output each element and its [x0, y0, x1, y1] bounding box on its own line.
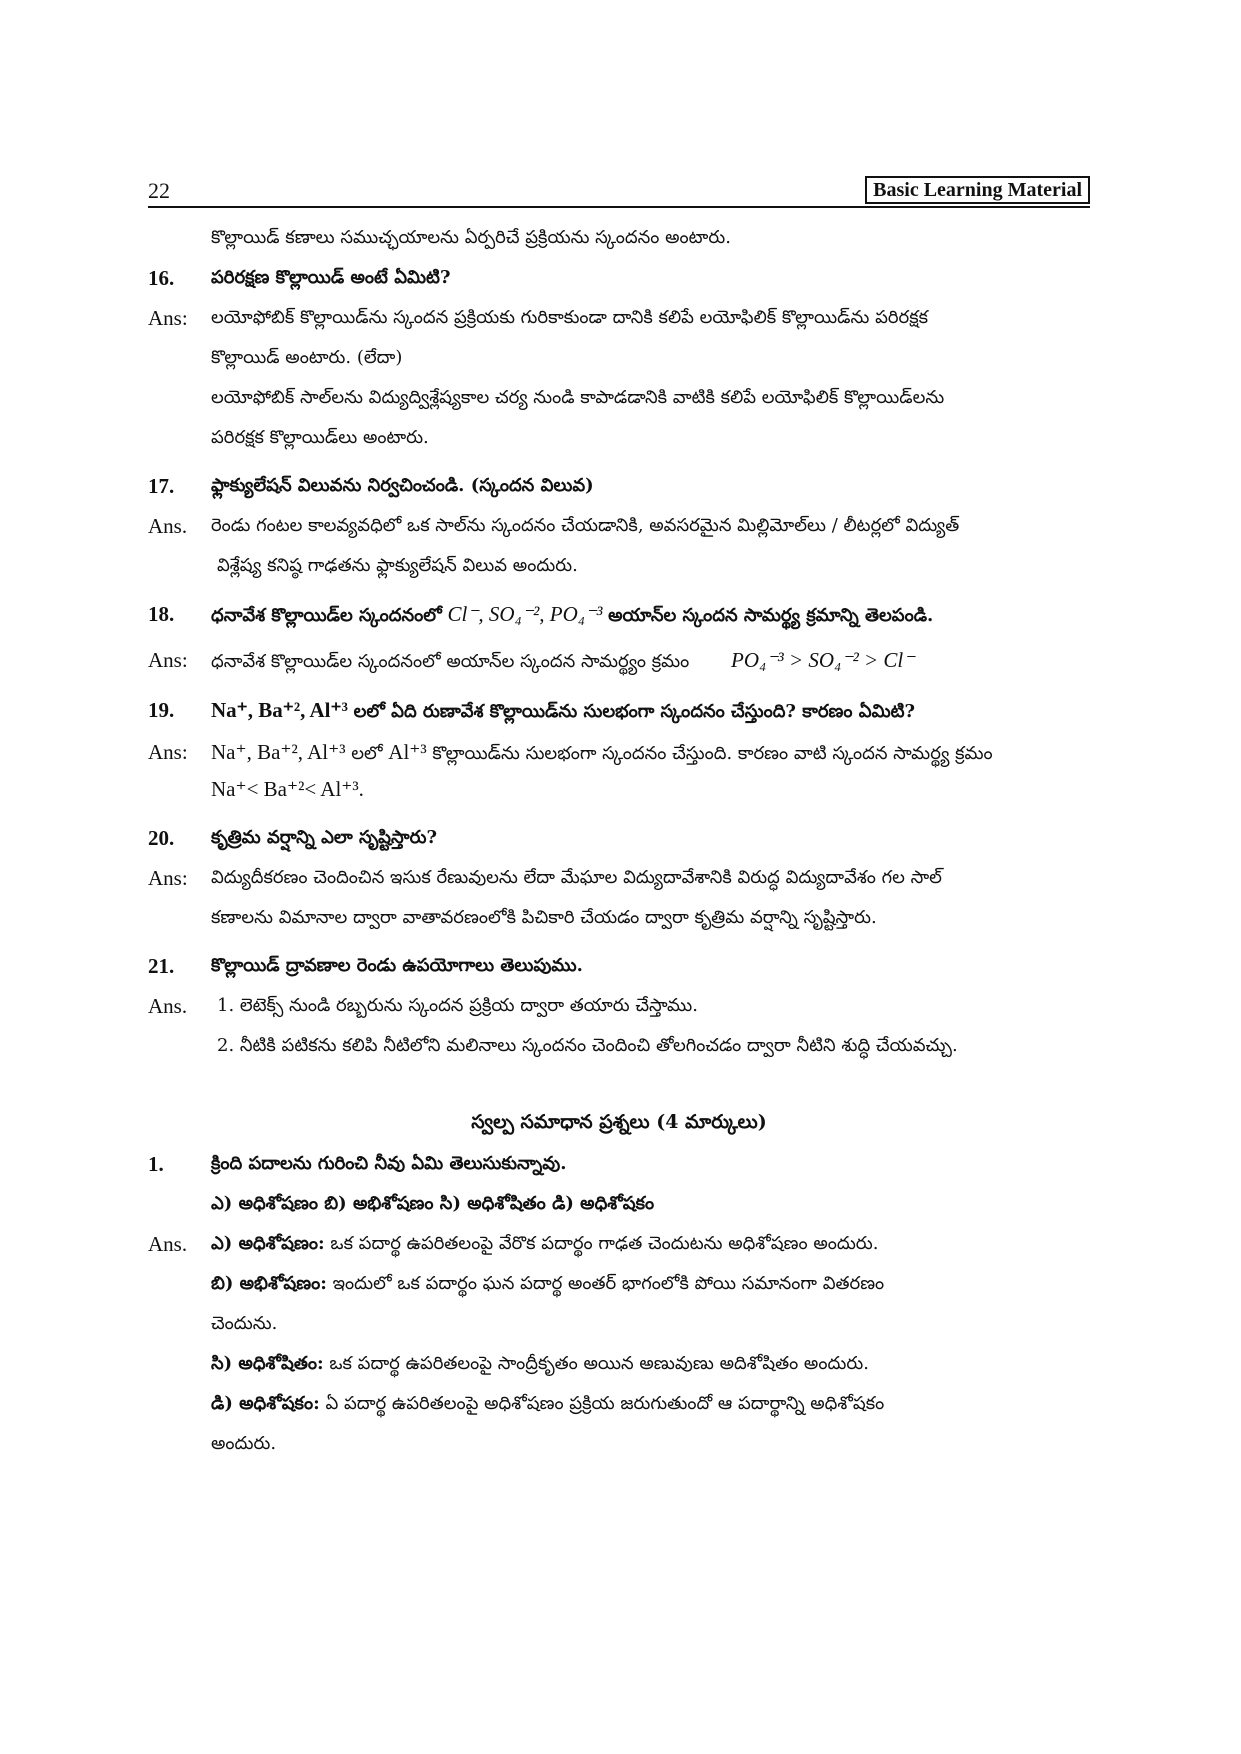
definition-d	[211, 1384, 1090, 1424]
answer-label: Ans.	[148, 994, 188, 1018]
question-text-post: అయాన్‌ల స్కందన సామర్థ్య క్రమాన్ని తెలపండి.	[608, 605, 934, 626]
question-number: 21.	[148, 954, 175, 978]
question-text: కృత్రిమ వర్షాన్ని ఎలా సృష్టిస్తారు?	[211, 827, 438, 848]
question-17	[148, 466, 1090, 506]
answer-line: కణాలను విమానాల ద్వారా వాతావరణంలోకి పిచికారి చేయడం ద్వారా కృత్రిమ వర్షాన్ని సృష్టిస్తారు.	[211, 907, 877, 928]
term-label: బి) అభిశోషణం:	[211, 1273, 327, 1294]
answer-label: Ans.	[148, 514, 188, 538]
question-19	[148, 690, 1090, 732]
question-21	[148, 946, 1090, 986]
question-number: 16.	[148, 266, 175, 290]
question-text-pre: ధనావేశ కొల్లాయిడ్‌ల స్కందనంలో	[211, 605, 442, 626]
question-16	[148, 258, 1090, 298]
answer-label: Ans:	[148, 740, 188, 764]
carryover-line: కొల్లాయిడ్ కణాలు సముచ్ఛయాలను ఏర్పరిచే ప్రక్రియను స్కందనం అంటారు.	[211, 227, 731, 248]
answer-label: Ans:	[148, 866, 188, 890]
page-content	[148, 218, 1090, 1464]
short-question-1	[148, 1144, 1090, 1224]
term-label: డి) అధిశోషకం:	[211, 1393, 320, 1414]
page-number: 22	[148, 178, 170, 203]
answer-line: విశ్లేష్య కనిష్ఠ గాఢతను ఫ్లాక్యులేషన్ విలువ అందురు.	[217, 555, 578, 576]
definition-text: ఇందులో ఒక పదార్థం ఘన పదార్థ అంతర్ భాగంలోకి పోయి సమానంగా వితరణం	[332, 1273, 885, 1294]
answer-text: ధనావేశ కొల్లాయిడ్‌ల స్కందనంలో అయాన్‌ల స్కందన సామర్థ్యం క్రమం	[211, 651, 690, 672]
question-number: 20.	[148, 826, 175, 850]
answer-line: రెండు గంటల కాలవ్యవధిలో ఒక సాల్‌ను స్కందనం చేయడానికి, అవసరమైన మిల్లిమోల్‌లు / లీటర్లలో విద్యుత్	[211, 515, 960, 536]
answer-18	[148, 640, 1090, 682]
answer-label: Ans:	[148, 306, 188, 330]
answer-text: కొల్లాయిడ్‌ను సులభంగా స్కందనం చేస్తుంది. కారణం వాటి స్కందన సామర్థ్య క్రమం	[432, 743, 993, 764]
book-title: Basic Learning Material	[865, 176, 1090, 204]
question-text: కొల్లాయిడ్ ద్రావణాల రెండు ఉపయోగాలు తెలుపుము.	[211, 955, 583, 976]
question-options: ఎ) అధిశోషణం బి) అభిశోషణం సి) అధిశోషితం డి) అధిశోషకం	[211, 1193, 655, 1214]
question-text: ఫ్లాక్యులేషన్ విలువను నిర్వచించండి. (స్కందన విలువ)	[211, 475, 594, 496]
carryover-text	[148, 218, 1090, 258]
answer-line: పరిరక్షక కొల్లాయిడ్‌లు అంటారు.	[211, 427, 429, 448]
definition-b	[211, 1264, 1090, 1304]
question-number: 17.	[148, 474, 175, 498]
answer-line: లయోఫోబిక్ సాల్‌లను విద్యుద్విశ్లేష్యకాల చర్య నుండి కాపాడడానికి వాటికి కలిపే లయోఫిలిక్ కొల్లాయిడ్‌లను	[211, 387, 945, 408]
answer-17	[148, 506, 1090, 586]
definition-text: ఒక పదార్థ ఉపరితలంపై సాంద్రీకృతం అయిన అణువుణు అదిశోషితం అందురు.	[329, 1353, 870, 1374]
section-title: స్వల్ప సమాధాన ప్రశ్నలు (4 మార్కులు)	[471, 1111, 767, 1133]
document-page	[148, 178, 1090, 1464]
short-answer-1	[148, 1224, 1090, 1464]
definition-c	[211, 1344, 1090, 1384]
question-number: 18.	[148, 602, 175, 626]
question-text: పరిరక్షణ కొల్లాయిడ్ అంటే ఏమిటి?	[211, 267, 451, 288]
question-text: లలో ఏది రుణావేశ కొల్లాయిడ్‌ను సులభంగా స్కందనం చేస్తుంది? కారణం ఏమిటి?	[353, 701, 916, 722]
term-label: ఎ) అధిశోషణం:	[211, 1233, 325, 1254]
ion-al: Al⁺³	[388, 740, 427, 764]
answer-line: లయోఫోబిక్ కొల్లాయిడ్‌ను స్కందన ప్రక్రియకు గురికాకుండా దానికి కలిపే లయోఫిలిక్ కొల్లాయిడ్‌ను పరిరక్షక	[211, 307, 929, 328]
definition-text: ఒక పదార్థ ఉపరితలంపై వేరొక పదార్థం గాఢత చెందుటను అధిశోషణం అందురు.	[330, 1233, 879, 1254]
ion-list: Na⁺, Ba⁺², Al⁺³	[211, 698, 348, 722]
question-number: 1.	[148, 1152, 164, 1176]
answer-20	[148, 858, 1090, 938]
definition-text: ఏ పదార్థ ఉపరితలంపై అధిశోషణం ప్రక్రియ జరుగుతుందో ఆ పదార్థాన్ని అధిశోషకం	[325, 1393, 885, 1414]
page-header	[148, 178, 1090, 208]
answer-text: లలో	[351, 743, 383, 764]
question-20	[148, 818, 1090, 858]
ion-list: Cl⁻, SO₄⁻², PO₄⁻³	[447, 602, 603, 626]
answer-label: Ans.	[148, 1232, 188, 1256]
definition-a	[211, 1224, 1090, 1264]
answer-16	[148, 298, 1090, 458]
definition-text-cont: అందురు.	[211, 1433, 277, 1454]
term-label: సి) అధిశోషితం:	[211, 1353, 324, 1374]
answer-item: 2. నీటికి పటికను కలిపి నీటిలోని మలినాలు స్కందనం చెందించి తోలగించడం ద్వారా నీటిని శుద్ధి చేయవచ్చు.	[217, 1035, 958, 1056]
question-number: 19.	[148, 698, 175, 722]
definition-text-cont: చెందును.	[211, 1313, 278, 1334]
question-text: క్రింది పదాలను గురించి నీవు ఏమి తెలుసుకున్నావు.	[211, 1153, 567, 1174]
ion-order: Na⁺< Ba⁺²< Al⁺³.	[211, 777, 364, 801]
answer-line: కొల్లాయిడ్ అంటారు. (లేదా)	[211, 347, 403, 368]
ion-list: Na⁺, Ba⁺², Al⁺³	[211, 740, 346, 764]
answer-19	[148, 732, 1090, 804]
answer-label: Ans:	[148, 648, 188, 672]
answer-item: 1. లెటెక్స్ నుండి రబ్బరును స్కందన ప్రక్రియ ద్వారా తయారు చేస్తాము.	[217, 995, 699, 1016]
answer-21	[148, 986, 1090, 1066]
answer-line: విద్యుదీకరణం చెందించిన ఇసుక రేణువులను లేదా మేఘాల విద్యుదావేశానికి విరుద్ధ విద్యుదావేశం గల సాల్	[211, 867, 942, 888]
ion-order: PO₄⁻³ > SO₄⁻² > Cl⁻	[731, 648, 915, 672]
question-18	[148, 594, 1090, 636]
